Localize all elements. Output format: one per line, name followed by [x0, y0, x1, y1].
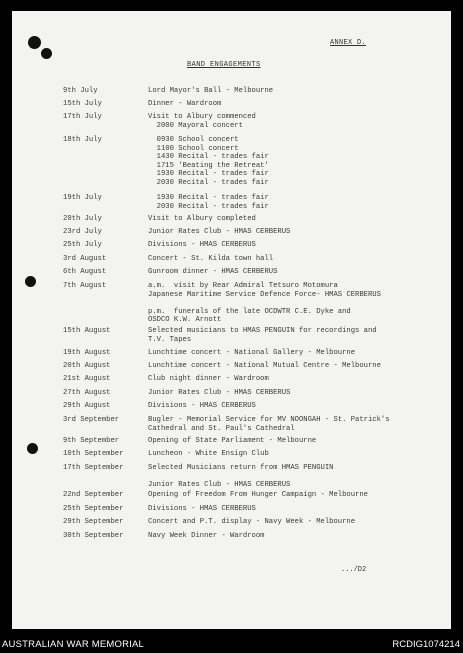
- engagement-description: [148, 282, 381, 325]
- engagement-description: [148, 437, 316, 446]
- engagement-date: 17th September: [63, 464, 124, 472]
- description-line: 2030 Recital - trades fair: [148, 202, 269, 211]
- description-line: Lord Mayor's Ball - Melbourne: [148, 87, 274, 95]
- engagement-date: 25th July: [63, 241, 102, 249]
- engagement-description: [148, 375, 269, 384]
- engagement-description: [148, 100, 221, 109]
- description-line: Concert - St. Kilda town hall: [148, 255, 274, 263]
- engagement-description: [148, 505, 256, 514]
- engagement-description: [148, 450, 269, 459]
- footer-source: AUSTRALIAN WAR MEMORIAL: [2, 639, 145, 650]
- engagement-description: [148, 327, 377, 344]
- description-line: 1930 Recital - trades fair: [148, 194, 269, 202]
- engagement-date: 23rd July: [63, 228, 102, 236]
- engagement-description: [148, 491, 368, 500]
- description-line: Junior Rates Club - HMAS CERBERUS: [148, 389, 291, 397]
- engagement-description: [148, 215, 256, 224]
- engagement-description: [148, 518, 355, 527]
- engagement-date: 29th August: [63, 402, 111, 410]
- engagement-date: 7th August: [63, 282, 107, 290]
- punch-hole-bottom: [27, 443, 38, 454]
- engagement-date: 27th August: [63, 389, 111, 397]
- description-line: Dinner - Wardroom: [148, 100, 222, 108]
- engagement-description: [148, 389, 290, 398]
- description-line: Divisions - HMAS CERBERUS: [148, 505, 256, 513]
- description-line: 1100 School concert: [148, 144, 239, 153]
- engagement-description: [148, 87, 273, 96]
- description-line: Concert and P.T. display - Navy Week - Melbourne: [148, 518, 356, 526]
- description-line: Divisions - HMAS CERBERUS: [148, 241, 256, 249]
- engagement-date: 9th September: [63, 437, 120, 445]
- engagement-date: 19th August: [63, 349, 111, 357]
- engagement-description: [148, 416, 390, 433]
- description-line: Bugler - Memorial Service for MV NOONGAH - St. Patrick's: [148, 416, 390, 424]
- engagement-date: 30th September: [63, 532, 124, 540]
- description-line: Cathedral and St. Paul's Cathedral: [148, 424, 295, 433]
- engagement-description: [148, 532, 264, 541]
- description-line: 0930 School concert: [148, 136, 239, 144]
- engagement-description: [148, 349, 355, 358]
- engagement-date: 15th August: [63, 327, 111, 335]
- engagement-description: [148, 402, 256, 411]
- engagement-description: [148, 241, 256, 250]
- engagement-date: 18th July: [63, 136, 102, 144]
- engagement-date: 15th July: [63, 100, 102, 108]
- description-line: Junior Rates Club - HMAS CERBERUS: [148, 481, 291, 490]
- engagement-description: [148, 268, 277, 277]
- engagement-date: 20th August: [63, 362, 111, 370]
- description-line: Junior Rates Club - HMAS CERBERUS: [148, 228, 291, 236]
- footer-bar: [0, 636, 463, 653]
- description-line: Selected Musicians return from HMAS PENGUIN: [148, 464, 334, 472]
- engagement-date: 25th September: [63, 505, 124, 513]
- description-line: p.m. funerals of the late OCDWTR C.E. Dyke and: [148, 307, 351, 316]
- description-line: OSDCO K.W. Arnott: [148, 316, 222, 325]
- description-line: Club night dinner - Wardroom: [148, 375, 269, 383]
- engagement-description: [148, 362, 381, 371]
- engagement-date: 3rd September: [63, 416, 120, 424]
- description-line: 1930 Recital - trades fair: [148, 170, 269, 179]
- engagement-date: 20th July: [63, 215, 102, 223]
- punch-hole-top-1: [28, 36, 41, 49]
- description-line: 1715 'Beating the Retreat': [148, 161, 269, 170]
- description-line: a.m. visit by Rear Admiral Tetsuro Motomura: [148, 282, 338, 290]
- description-line: Lunchtime concert - National Gallery - Melbourne: [148, 349, 356, 357]
- annex-label: ANNEX D.: [330, 39, 367, 47]
- engagement-date: 22nd September: [63, 491, 124, 499]
- engagement-date: 29th September: [63, 518, 124, 526]
- engagement-date: 21st August: [63, 375, 111, 383]
- engagement-description: [148, 228, 290, 237]
- description-line: Gunroom dinner - HMAS CERBERUS: [148, 268, 278, 276]
- description-line: 2030 Recital - trades fair: [148, 178, 269, 187]
- description-line: Opening of Freedom From Hunger Campaign - Melbourne: [148, 491, 368, 499]
- engagement-description: [148, 464, 333, 490]
- description-line: Opening of State Parliament - Melbourne: [148, 437, 317, 445]
- description-line: Navy Week Dinner - Wardroom: [148, 532, 265, 540]
- description-line: Luncheon - White Ensign Club: [148, 450, 269, 458]
- engagement-description: [148, 113, 256, 130]
- engagement-date: 19th July: [63, 194, 102, 202]
- punch-hole-middle: [25, 276, 36, 287]
- engagement-description: [148, 194, 269, 211]
- engagement-date: 9th July: [63, 87, 98, 95]
- engagement-description: [148, 255, 273, 264]
- description-line: Japanese Maritime Service Defence Force- HMAS CERBERUS: [148, 290, 381, 299]
- punch-hole-top-2: [41, 48, 52, 59]
- engagement-date: 6th August: [63, 268, 107, 276]
- description-line: [148, 299, 381, 308]
- description-line: Divisions - HMAS CERBERUS: [148, 402, 256, 410]
- engagement-date: 10th September: [63, 450, 124, 458]
- description-line: [148, 473, 333, 482]
- footer-record-id: RCDIG1074214: [392, 639, 460, 650]
- description-line: Visit to Albury commenced: [148, 113, 256, 121]
- description-line: Lunchtime concert - National Mutual Centre - Melbourne: [148, 362, 381, 370]
- page-title: BAND ENGAGEMENTS: [187, 61, 261, 69]
- description-line: Visit to Albury completed: [148, 215, 256, 223]
- description-line: 1430 Recital - trades fair: [148, 153, 269, 162]
- page-continuation-ref: .../D2: [341, 566, 367, 574]
- engagement-date: 3rd August: [63, 255, 107, 263]
- engagement-description: [148, 136, 269, 188]
- engagement-date: 17th July: [63, 113, 102, 121]
- description-line: 2000 Mayoral concert: [148, 121, 243, 130]
- description-line: Selected musicians to HMAS PENGUIN for recordings and: [148, 327, 377, 335]
- description-line: T.V. Tapes: [148, 335, 192, 344]
